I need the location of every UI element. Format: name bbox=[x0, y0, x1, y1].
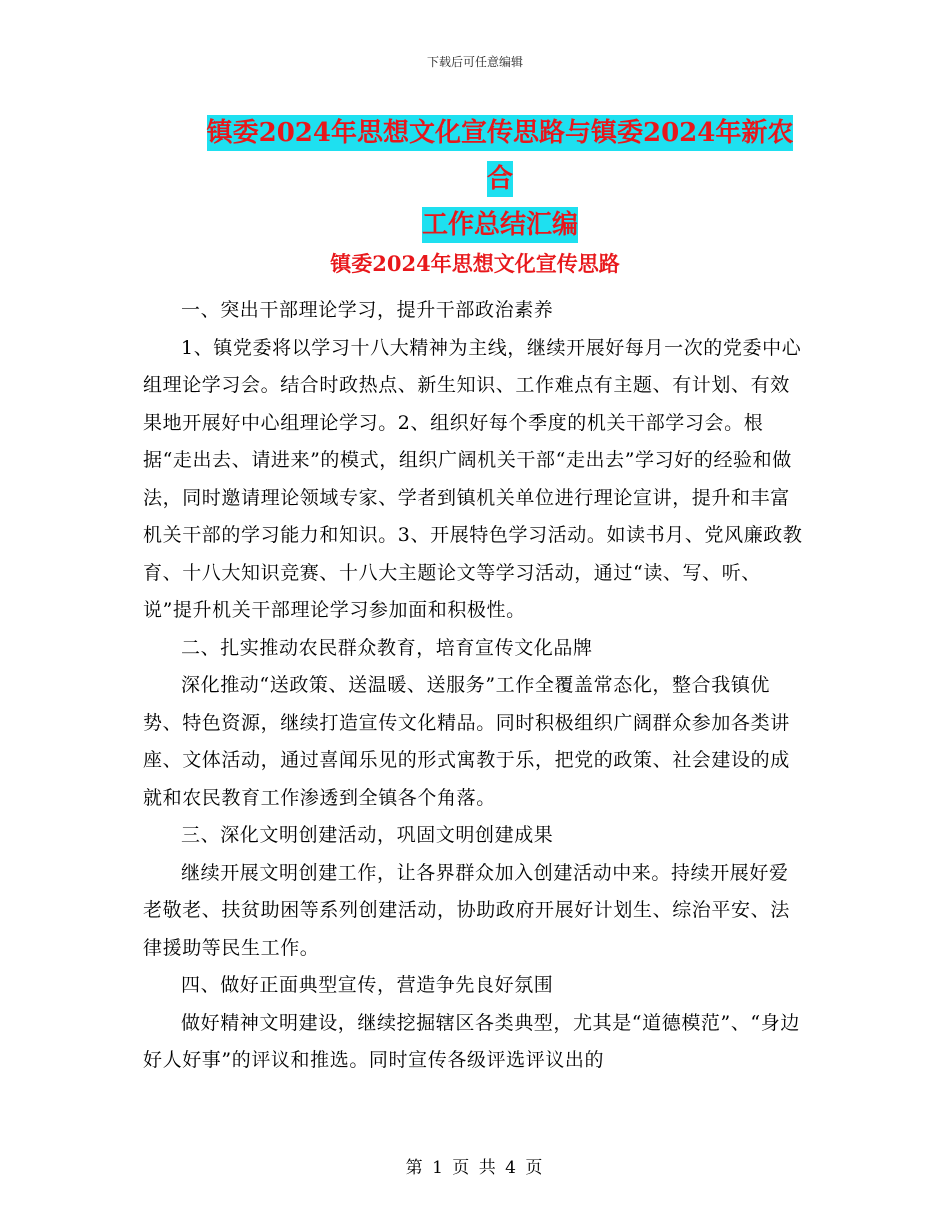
document-title-line2: 工作总结汇编 bbox=[422, 207, 578, 243]
page-number: 第 1 页 共 4 页 bbox=[405, 1158, 545, 1178]
paragraph-2: 深化推动“送政策、送温暖、送服务”工作全覆盖常态化，整合我镇优势、特色资源，继续打造宣传文化精品。同时积极组织广阔群众参加各类讲座、文体活动，通过喜闻乐见的形式寓教于乐，把党的政策、社会建设的成就和农民教育工作渗透到全镇各个角落。 bbox=[143, 674, 790, 809]
heading-4: 四、做好正面典型宣传，营造争先良好氛围 bbox=[181, 974, 554, 996]
paragraph-3: 继续开展文明创建工作，让各界群众加入创建活动中来。持续开展好爱老敬老、扶贫助困等系列创建活动，协助政府开展好计划生、综治平安、法律援助等民生工作。 bbox=[143, 861, 790, 959]
document-title bbox=[195, 110, 805, 248]
heading-3: 三、深化文明创建活动，巩固文明创建成果 bbox=[181, 824, 554, 846]
document-body bbox=[143, 292, 808, 1080]
paragraph-4: 做好精神文明建设，继续挖掘辖区各类典型，尤其是“道德模范”、“身边好人好事”的评议和推选。同时宣传各级评选评议出的 bbox=[143, 1011, 800, 1071]
section-title: 镇委2024年思想文化宣传思路 bbox=[330, 251, 620, 276]
header-note: 下载后可任意编辑 bbox=[426, 55, 523, 69]
heading-1: 一、突出干部理论学习，提升干部政治素养 bbox=[181, 299, 554, 321]
document-title-line1: 镇委2024年思想文化宣传思路与镇委2024年新农合 bbox=[207, 115, 794, 197]
paragraph-1: 1、镇党委将以学习十八大精神为主线，继续开展好每月一次的党委中心组理论学习会。结合时政热点、新生知识、工作难点有主题、有计划、有效果地开展好中心组理论学习。2、组织好每个季度的机关干部学习会。根据“走出去、请进来”的模式，组织广阔机关干部“走出去”学习好的经验和做法，同时邀请理论领域专家、学者到镇机关单位进行理论宣讲，提升和丰富机关干部的学习能力和知识。3、开展特色学习活动。如读书月、党风廉政教育、十八大知识竞赛、十八大主题论文等学习活动，通过“读、写、听、说”提升机关干部理论学习参加面和积极性。 bbox=[143, 336, 803, 621]
heading-2: 二、扎实推动农民群众教育，培育宣传文化品牌 bbox=[181, 636, 593, 659]
